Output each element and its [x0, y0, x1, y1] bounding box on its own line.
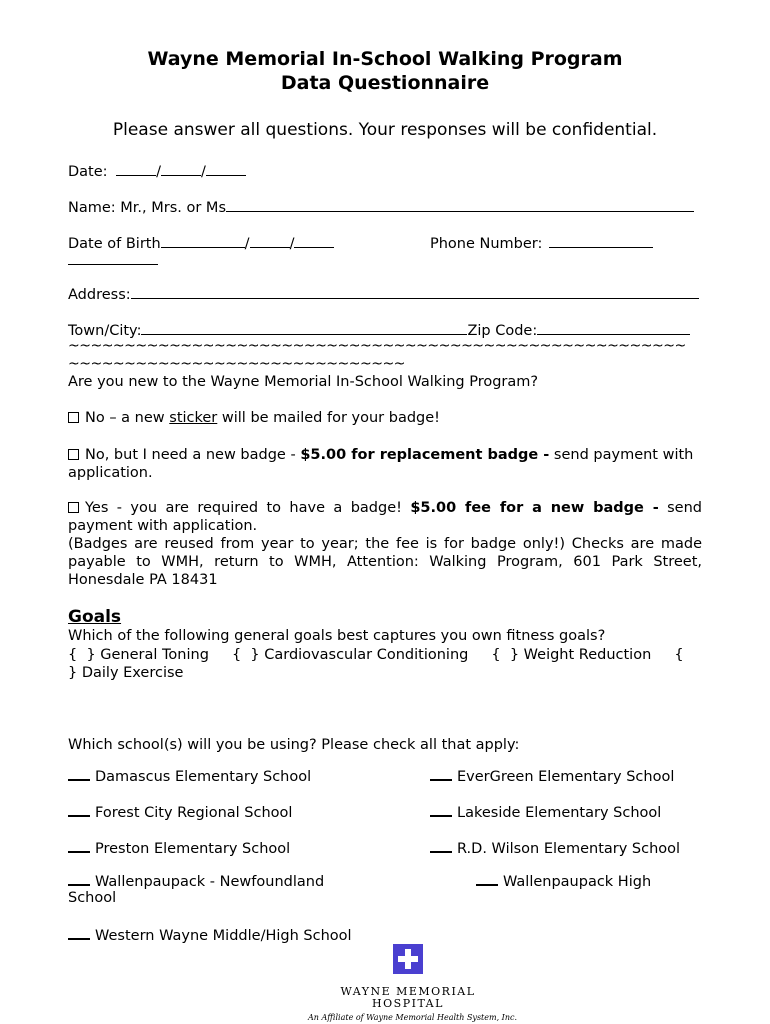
replacement-fee: $5.00 for replacement badge - — [300, 447, 550, 463]
check-blank[interactable] — [68, 803, 90, 817]
dob-month-field[interactable] — [161, 233, 245, 248]
school-label: Wallenpaupack High — [503, 874, 652, 890]
dob-separator: / — [289, 236, 295, 252]
school-label: Damascus Elementary School — [95, 769, 312, 785]
option-new-badge — [68, 499, 702, 535]
date-separator: / — [201, 164, 206, 180]
name-row — [68, 197, 694, 216]
badge-note: (Badges are reused from year to year; the fee is for badge only!) Checks are made payable to WMH, return to WMH, Attention: Walking Program, 601 Park Street, Honesdale PA 18431 — [68, 536, 702, 588]
form-subtitle: Data Questionnaire — [280, 72, 490, 94]
schools-question: Which school(s) will you be using? Please check all that apply: — [68, 737, 520, 753]
school-damascus[interactable] — [68, 767, 311, 785]
logo-tagline: An Affiliate of Wayne Memorial Health System, Inc. — [308, 1013, 518, 1022]
address-label: Address: — [68, 287, 131, 303]
option-text: will be mailed for your badge! — [217, 410, 440, 426]
check-blank[interactable] — [430, 839, 452, 853]
option-text: send payment with application. — [68, 447, 694, 481]
checkbox[interactable] — [68, 502, 79, 513]
checkbox[interactable] — [68, 412, 79, 423]
school-wallenpaupack-high[interactable] — [476, 872, 651, 890]
option-replacement-badge — [68, 446, 702, 482]
date-day-field[interactable] — [161, 161, 201, 176]
school-label-continued: School — [68, 890, 117, 906]
goals-question: Which of the following general goals best captures you own fitness goals? — [68, 628, 606, 644]
dob-year-field[interactable] — [294, 233, 334, 248]
check-blank[interactable] — [476, 872, 498, 886]
check-blank[interactable] — [430, 803, 452, 817]
phone-row — [430, 233, 653, 252]
goals-heading: Goals — [68, 607, 122, 627]
phone-field[interactable] — [549, 233, 653, 248]
school-evergreen[interactable] — [430, 767, 674, 785]
goals-options-continued[interactable]: } Daily Exercise — [68, 665, 184, 681]
school-label: Lakeside Elementary School — [457, 805, 662, 821]
school-label: R.D. Wilson Elementary School — [457, 841, 681, 857]
sticker-link: sticker — [169, 410, 218, 426]
date-label: Date: — [68, 164, 108, 180]
tilde-separator: ~~~~~~~~~~~~~~~~~~~~~~~~~~~~~~ — [68, 356, 405, 372]
form-title: Wayne Memorial In-School Walking Program — [147, 48, 623, 70]
school-lakeside[interactable] — [430, 803, 661, 821]
address-field[interactable] — [131, 284, 699, 299]
date-row — [68, 161, 246, 180]
school-preston[interactable] — [68, 839, 290, 857]
intro-text: Please answer all questions. Your responses will be confidential. — [112, 120, 658, 140]
option-text: No – a new — [85, 410, 170, 426]
dob-label: Date of Birth — [68, 236, 161, 252]
check-blank[interactable] — [68, 872, 90, 886]
town-zip-row — [68, 320, 690, 339]
name-label: Name: Mr., Mrs. or Ms — [68, 200, 226, 216]
date-year-field[interactable] — [206, 161, 246, 176]
name-field[interactable] — [226, 197, 694, 212]
goals-options[interactable]: { } General Toning { } Cardiovascular Conditioning { } Weight Reduction { — [68, 647, 684, 663]
school-label: Forest City Regional School — [95, 805, 293, 821]
check-blank[interactable] — [430, 767, 452, 781]
new-program-question: Are you new to the Wayne Memorial In-School Walking Program? — [68, 374, 539, 390]
logo-hospital: HOSPITAL — [372, 997, 444, 1010]
check-blank[interactable] — [68, 767, 90, 781]
phone-label: Phone Number: — [430, 236, 543, 252]
new-badge-fee: $5.00 fee for a new badge - — [410, 500, 659, 516]
school-rd-wilson[interactable] — [430, 839, 680, 857]
address-row — [68, 284, 699, 303]
date-month-field[interactable] — [116, 161, 156, 176]
date-separator: / — [156, 164, 162, 180]
town-label: Town/City: — [68, 323, 142, 339]
school-forest-city[interactable] — [68, 803, 292, 821]
phone-field-continued[interactable] — [68, 250, 158, 265]
town-field[interactable] — [141, 320, 467, 335]
option-no-sticker — [68, 410, 440, 426]
zip-label: Zip Code: — [467, 323, 538, 339]
school-label: Preston Elementary School — [95, 841, 291, 857]
logo-name: WAYNE MEMORIAL — [340, 985, 476, 998]
school-wallenpaupack-nf[interactable] — [68, 872, 324, 890]
school-western-wayne[interactable] — [68, 926, 352, 944]
option-text: No, but I need a new badge - — [85, 447, 301, 463]
school-label: EverGreen Elementary School — [457, 769, 675, 785]
tilde-separator: ~~~~~~~~~~~~~~~~~~~~~~~~~~~~~~~~~~~~~~~~~~~~~~~~~~~~~~~ — [68, 338, 686, 354]
check-blank[interactable] — [68, 926, 90, 940]
checkbox[interactable] — [68, 449, 79, 460]
dob-separator: / — [244, 236, 250, 252]
option-text: Yes - you are required to have a badge! — [85, 500, 411, 516]
option-text: send payment with application. — [68, 500, 703, 534]
dob-day-field[interactable] — [250, 233, 290, 248]
zip-field[interactable] — [537, 320, 690, 335]
school-label: Western Wayne Middle/High School — [95, 928, 352, 944]
check-blank[interactable] — [68, 839, 90, 853]
school-label: Wallenpaupack - Newfoundland — [95, 874, 325, 890]
hospital-cross-icon — [393, 944, 423, 974]
